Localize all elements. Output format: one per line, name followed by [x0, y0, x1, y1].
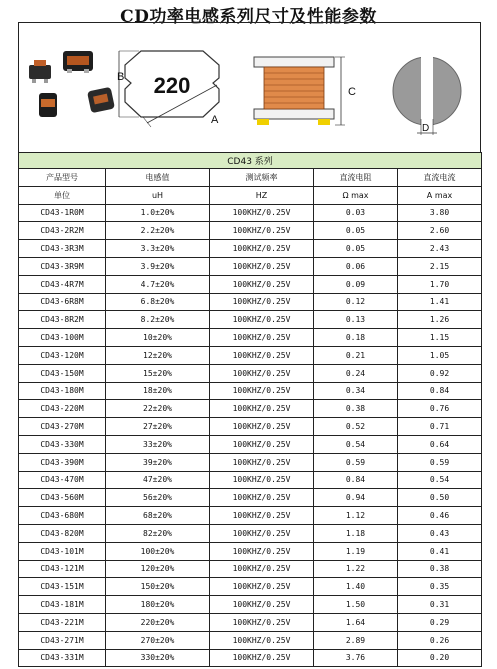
dc-current-cell: 0.92	[398, 364, 482, 382]
table-row	[19, 631, 482, 649]
part-number-cell: CD43-3R9M	[19, 257, 106, 275]
inductance-cell: 180±20%	[106, 596, 210, 614]
inductance-cell: 33±20%	[106, 435, 210, 453]
dc-current-cell: 2.15	[398, 257, 482, 275]
dc-current-cell: 0.64	[398, 435, 482, 453]
test-frequency-cell: 100KHZ/0.25V	[210, 542, 314, 560]
dc-current-cell: 1.41	[398, 293, 482, 311]
inductance-cell: 150±20%	[106, 578, 210, 596]
inductance-cell: 56±20%	[106, 489, 210, 507]
part-number-cell: CD43-330M	[19, 435, 106, 453]
inductance-cell: 1.0±20%	[106, 204, 210, 222]
table-row	[19, 435, 482, 453]
dc-resistance-cell: 0.03	[314, 204, 398, 222]
dc-resistance-cell: 0.05	[314, 240, 398, 258]
dc-resistance-cell: 0.94	[314, 489, 398, 507]
dc-resistance-cell: 3.76	[314, 649, 398, 667]
part-number-cell: CD43-150M	[19, 364, 106, 382]
test-frequency-cell: 100KHZ/0.25V	[210, 311, 314, 329]
table-row	[19, 204, 482, 222]
inductance-cell: 8.2±20%	[106, 311, 210, 329]
test-frequency-cell: 100KHZ/0.25V	[210, 204, 314, 222]
dc-current-cell: 0.31	[398, 596, 482, 614]
table-row	[19, 542, 482, 560]
part-number-cell: CD43-4R7M	[19, 275, 106, 293]
dc-resistance-cell: 0.34	[314, 382, 398, 400]
unit-inductance: uH	[106, 186, 210, 204]
dc-current-cell: 1.70	[398, 275, 482, 293]
dc-current-cell: 0.71	[398, 418, 482, 436]
dc-resistance-cell: 1.19	[314, 542, 398, 560]
inductance-cell: 47±20%	[106, 471, 210, 489]
series-row	[19, 153, 482, 169]
dc-resistance-cell: 1.12	[314, 507, 398, 525]
test-frequency-cell: 100KHZ/0.25V	[210, 596, 314, 614]
part-number-cell: CD43-120M	[19, 346, 106, 364]
header-part-number: 产品型号	[19, 169, 106, 187]
dc-current-cell: 0.26	[398, 631, 482, 649]
units-row	[19, 186, 482, 204]
part-number-cell: CD43-101M	[19, 542, 106, 560]
inductance-cell: 68±20%	[106, 507, 210, 525]
inductance-cell: 10±20%	[106, 329, 210, 347]
product-photo-bottom-right	[87, 87, 115, 114]
inductance-cell: 82±20%	[106, 524, 210, 542]
test-frequency-cell: 100KHZ/0.25V	[210, 329, 314, 347]
dc-current-cell: 0.43	[398, 524, 482, 542]
dc-resistance-cell: 0.12	[314, 293, 398, 311]
test-frequency-cell: 100KHZ/0.25V	[210, 346, 314, 364]
dc-resistance-cell: 1.18	[314, 524, 398, 542]
table-row	[19, 311, 482, 329]
table-row	[19, 453, 482, 471]
part-number-cell: CD43-560M	[19, 489, 106, 507]
dc-resistance-cell: 1.22	[314, 560, 398, 578]
dc-resistance-cell: 0.24	[314, 364, 398, 382]
spec-table-wrapper	[18, 152, 481, 667]
table-row	[19, 596, 482, 614]
header-inductance: 电感值	[106, 169, 210, 187]
inductance-cell: 22±20%	[106, 400, 210, 418]
part-number-cell: CD43-331M	[19, 649, 106, 667]
part-number-cell: CD43-6R8M	[19, 293, 106, 311]
test-frequency-cell: 100KHZ/0.25V	[210, 631, 314, 649]
test-frequency-cell: 100KHZ/0.25V	[210, 613, 314, 631]
inductance-cell: 3.3±20%	[106, 240, 210, 258]
table-row	[19, 275, 482, 293]
dim-b-label: B	[117, 71, 125, 83]
unit-resistance: Ω max	[314, 186, 398, 204]
dim-a-label: A	[211, 114, 219, 126]
part-number-cell: CD43-220M	[19, 400, 106, 418]
header-dc-current: 直流电流	[398, 169, 482, 187]
inductance-cell: 120±20%	[106, 560, 210, 578]
dc-resistance-cell: 0.59	[314, 453, 398, 471]
dc-resistance-cell: 0.52	[314, 418, 398, 436]
inductance-cell: 330±20%	[106, 649, 210, 667]
table-row	[19, 649, 482, 667]
dc-resistance-cell: 0.21	[314, 346, 398, 364]
table-row	[19, 613, 482, 631]
dc-current-cell: 0.20	[398, 649, 482, 667]
dc-current-cell: 1.26	[398, 311, 482, 329]
table-row	[19, 293, 482, 311]
part-number-cell: CD43-151M	[19, 578, 106, 596]
part-number-cell: CD43-270M	[19, 418, 106, 436]
dc-current-cell: 0.84	[398, 382, 482, 400]
test-frequency-cell: 100KHZ/0.25V	[210, 275, 314, 293]
table-row	[19, 222, 482, 240]
table-row	[19, 578, 482, 596]
side-view-drawing	[254, 57, 345, 125]
part-number-cell: CD43-390M	[19, 453, 106, 471]
part-number-cell: CD43-3R3M	[19, 240, 106, 258]
table-row	[19, 471, 482, 489]
test-frequency-cell: 100KHZ/0.25V	[210, 453, 314, 471]
dc-current-cell: 0.29	[398, 613, 482, 631]
part-number-cell: CD43-680M	[19, 507, 106, 525]
header-dc-resistance: 直流电阻	[314, 169, 398, 187]
product-photo-bottom-left	[39, 93, 57, 117]
part-number-cell: CD43-180M	[19, 382, 106, 400]
part-number-cell: CD43-820M	[19, 524, 106, 542]
inductance-cell: 100±20%	[106, 542, 210, 560]
table-row	[19, 418, 482, 436]
test-frequency-cell: 100KHZ/0.25V	[210, 293, 314, 311]
unit-current: A max	[398, 186, 482, 204]
dc-current-cell: 0.46	[398, 507, 482, 525]
inductance-cell: 3.9±20%	[106, 257, 210, 275]
table-row	[19, 240, 482, 258]
inductance-cell: 220±20%	[106, 613, 210, 631]
test-frequency-cell: 100KHZ/0.25V	[210, 240, 314, 258]
dc-resistance-cell: 0.09	[314, 275, 398, 293]
test-frequency-cell: 100KHZ/0.25V	[210, 400, 314, 418]
part-number-cell: CD43-2R2M	[19, 222, 106, 240]
table-row	[19, 507, 482, 525]
table-row	[19, 329, 482, 347]
header-row	[19, 169, 482, 187]
dc-current-cell: 0.50	[398, 489, 482, 507]
product-photo-top-center	[63, 51, 93, 73]
dc-current-cell: 0.38	[398, 560, 482, 578]
table-row	[19, 400, 482, 418]
inductance-cell: 2.2±20%	[106, 222, 210, 240]
dimension-figure-panel	[18, 22, 481, 153]
inductance-cell: 270±20%	[106, 631, 210, 649]
table-row	[19, 560, 482, 578]
test-frequency-cell: 100KHZ/0.25V	[210, 560, 314, 578]
inductance-cell: 15±20%	[106, 364, 210, 382]
inductance-cell: 27±20%	[106, 418, 210, 436]
test-frequency-cell: 100KHZ/0.25V	[210, 435, 314, 453]
dc-current-cell: 1.15	[398, 329, 482, 347]
test-frequency-cell: 100KHZ/0.25V	[210, 418, 314, 436]
header-test-frequency: 测试频率	[210, 169, 314, 187]
dc-resistance-cell: 1.50	[314, 596, 398, 614]
page-title: CD功率电感系列尺寸及性能参数	[120, 7, 377, 27]
unit-label: 单位	[19, 186, 106, 204]
dc-current-cell: 1.05	[398, 346, 482, 364]
dc-current-cell: 0.54	[398, 471, 482, 489]
part-number-cell: CD43-181M	[19, 596, 106, 614]
dim-d-label: D	[422, 123, 430, 134]
part-number-cell: CD43-470M	[19, 471, 106, 489]
inductance-marking: 220	[153, 73, 191, 98]
test-frequency-cell: 100KHZ/0.25V	[210, 524, 314, 542]
dc-current-cell: 3.80	[398, 204, 482, 222]
table-row	[19, 382, 482, 400]
dc-resistance-cell: 0.84	[314, 471, 398, 489]
dim-c-label: C	[348, 86, 356, 98]
dc-resistance-cell: 0.05	[314, 222, 398, 240]
dc-resistance-cell: 2.89	[314, 631, 398, 649]
part-number-cell: CD43-100M	[19, 329, 106, 347]
part-number-cell: CD43-221M	[19, 613, 106, 631]
dimension-drawings	[19, 23, 480, 153]
test-frequency-cell: 100KHZ/0.25V	[210, 489, 314, 507]
inductance-cell: 12±20%	[106, 346, 210, 364]
dc-current-cell: 2.60	[398, 222, 482, 240]
test-frequency-cell: 100KHZ/0.25V	[210, 364, 314, 382]
table-row	[19, 489, 482, 507]
test-frequency-cell: 100KHZ/0.25V	[210, 578, 314, 596]
dc-resistance-cell: 1.40	[314, 578, 398, 596]
test-frequency-cell: 100KHZ/0.25V	[210, 471, 314, 489]
part-number-cell: CD43-121M	[19, 560, 106, 578]
dc-resistance-cell: 0.54	[314, 435, 398, 453]
part-number-cell: CD43-8R2M	[19, 311, 106, 329]
inductance-cell: 18±20%	[106, 382, 210, 400]
spec-table	[18, 152, 482, 667]
part-number-cell: CD43-1R0M	[19, 204, 106, 222]
test-frequency-cell: 100KHZ/0.25V	[210, 649, 314, 667]
test-frequency-cell: 100KHZ/0.25V	[210, 507, 314, 525]
dc-resistance-cell: 0.38	[314, 400, 398, 418]
test-frequency-cell: 100KHZ/0.25V	[210, 222, 314, 240]
unit-frequency: HZ	[210, 186, 314, 204]
part-number-cell: CD43-271M	[19, 631, 106, 649]
product-photo-top-left	[29, 60, 51, 83]
table-row	[19, 257, 482, 275]
dc-resistance-cell: 0.18	[314, 329, 398, 347]
dc-current-cell: 0.59	[398, 453, 482, 471]
dc-resistance-cell: 1.64	[314, 613, 398, 631]
series-title: CD43 系列	[19, 153, 482, 169]
table-row	[19, 364, 482, 382]
inductance-cell: 39±20%	[106, 453, 210, 471]
dc-resistance-cell: 0.13	[314, 311, 398, 329]
inductance-cell: 6.8±20%	[106, 293, 210, 311]
test-frequency-cell: 100KHZ/0.25V	[210, 382, 314, 400]
table-row	[19, 524, 482, 542]
dc-current-cell: 0.41	[398, 542, 482, 560]
dc-current-cell: 0.35	[398, 578, 482, 596]
table-row	[19, 346, 482, 364]
test-frequency-cell: 100KHZ/0.25V	[210, 257, 314, 275]
dc-resistance-cell: 0.06	[314, 257, 398, 275]
dc-current-cell: 2.43	[398, 240, 482, 258]
inductance-cell: 4.7±20%	[106, 275, 210, 293]
dc-current-cell: 0.76	[398, 400, 482, 418]
